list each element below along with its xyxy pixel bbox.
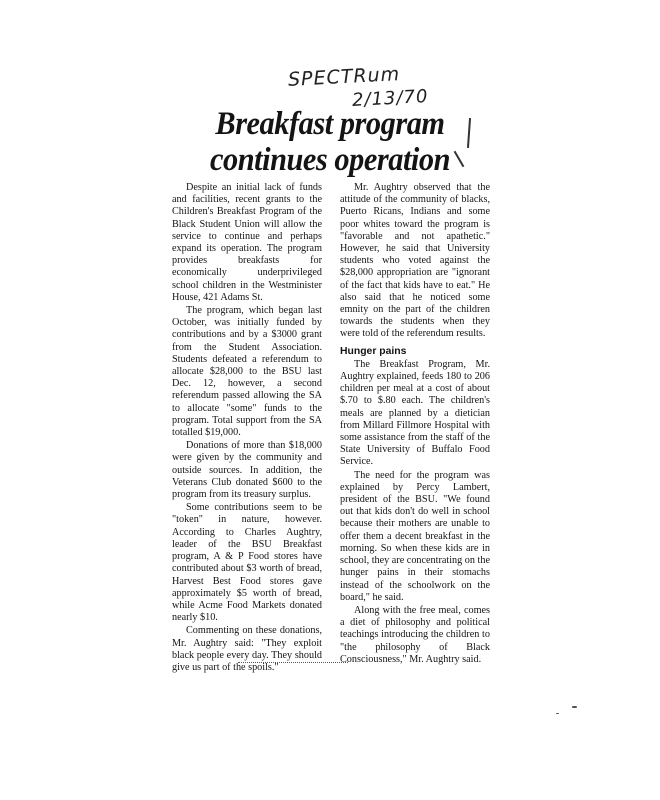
- article-column-right: [340, 182, 490, 667]
- paragraph: Commenting on these donations, Mr. Aughtry said: "They exploit black people every day. They should give us part of the spoils.": [172, 625, 322, 673]
- paragraph: The program, which began last October, was initially funded by contributions and by a $3000 grant from the Student Association. Students defeated a referendum to allocate $28,000 to the BSU last Dec. 12, however, a second referendum passed allowing the SA to allocate "some" funds to the program. Total support from the SA totalled $19,000.: [172, 305, 322, 439]
- scan-speck: [572, 706, 577, 708]
- end-of-article-rule: [238, 662, 348, 663]
- article-column-left: [172, 182, 322, 675]
- article-headline: [164, 106, 495, 178]
- paragraph: Despite an initial lack of funds and facilities, recent grants to the Children's Breakfast Program of the Black Student Union will allow the service to continue and perhaps expand its operation. The program provides breakfasts for economically underprivileged school children in the Westminister House, 421 Adams St.: [172, 182, 322, 303]
- paragraph: Donations of more than $18,000 were given by the community and outside sources. In addition, the Veterans Club donated $600 to the program from its treasury surplus.: [172, 440, 322, 501]
- headline-line-1: Breakfast program: [215, 106, 445, 142]
- section-subhead: Hunger pains: [340, 345, 407, 357]
- handwritten-date-note: 2/13/70: [351, 86, 429, 111]
- paragraph: The need for the program was explained by Percy Lambert, president of the BSU. "We found out that kids don't do well in school because their mothers are unable to offer them a decent breakfast in the morning. So when these kids are in school, they are concentrating on the hunger pains in their stomachs instead of the schoolwork on the board," he said.: [340, 469, 490, 603]
- paragraph: Along with the free meal, comes a diet of philosophy and political teachings introducing the children to "the philosophy of Black Consciousness," Mr. Aughtry said.: [340, 604, 490, 665]
- paragraph: Mr. Aughtry observed that the attitude of the community of blacks, Puerto Ricans, Indians and some poor whites toward the program is "favorable and not apathetic." However, he said that University students who voted against the $28,000 appropriation are "ignorant of the fact that kids have to eat." He also said that he noticed some emnity on the part of the children towards the students when they were told of the referendum results.: [340, 182, 490, 340]
- handwritten-source-note: SPECTRum: [287, 63, 401, 91]
- paragraph: Some contributions seem to be "token" in nature, however. According to Charles Aughtry, leader of the BSU Breakfast program, A & P Food stores have contributed about $3 worth of bread, Harvest Best Food stores gave approximately $5 worth of bread, while Acme Food Markets donated nearly $10.: [172, 502, 322, 624]
- headline-line-2: continues operation: [209, 142, 451, 178]
- paragraph: The Breakfast Program, Mr. Aughtry explained, feeds 180 to 206 children per meal at a cost of about $.70 to $.80 each. The children's meals are planned by a dietician from Millard Fillmore Hospital with some assistance from the staff of the State University of Buffalo Food Service.: [340, 358, 490, 468]
- scan-speck: [556, 713, 559, 714]
